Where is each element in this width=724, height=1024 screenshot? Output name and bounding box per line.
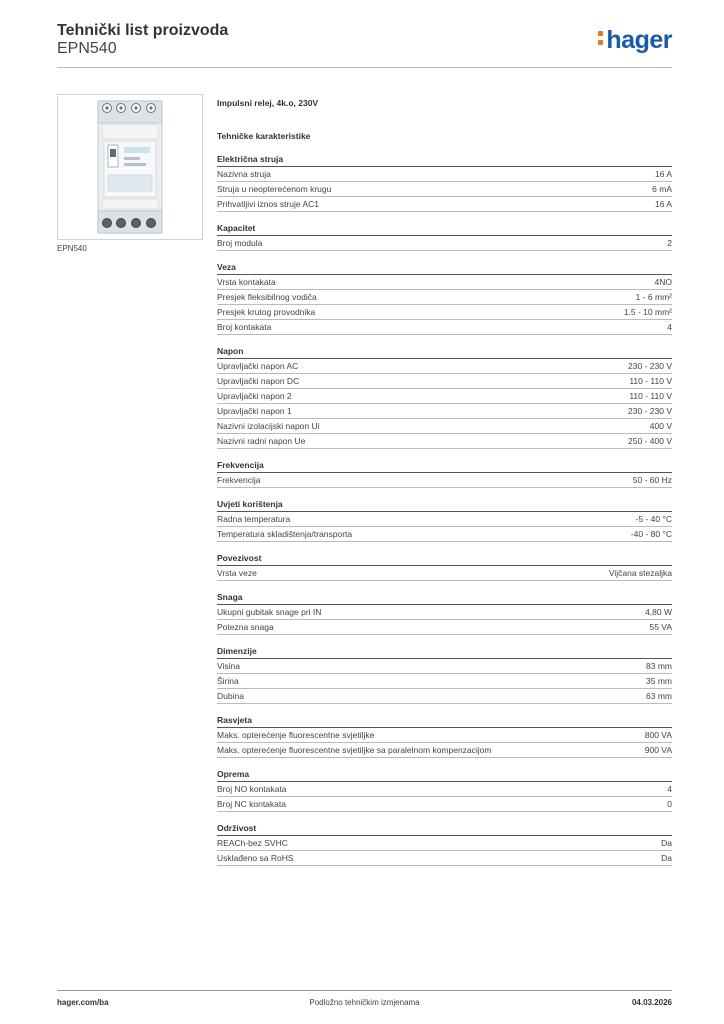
hager-logo [598, 26, 672, 55]
spec-value: Vijčana stezaljka [608, 568, 672, 578]
footer-divider [57, 990, 672, 991]
spec-value: 16 A [654, 169, 672, 179]
spec-section [217, 768, 672, 812]
footer-note: Podložno tehničkim izmjenama [309, 998, 420, 1007]
spec-label: Frekvencija [217, 475, 261, 485]
spec-label: Potezna snaga [217, 622, 274, 632]
spec-section [217, 498, 672, 542]
spec-label: Ukupni gubitak snage pri IN [217, 607, 322, 617]
spec-row [217, 620, 672, 635]
product-subtitle: Impulsni relej, 4k.o, 230V [217, 98, 319, 108]
spec-value: 900 VA [644, 745, 672, 755]
spec-label: Upravljački napon DC [217, 376, 300, 386]
spec-row [217, 290, 672, 305]
section-title: Uvjeti korištenja [217, 498, 672, 512]
spec-label: Broj kontakata [217, 322, 272, 332]
section-title: Oprema [217, 768, 672, 782]
spec-label: Radna temperatura [217, 514, 291, 524]
spec-value: 16 A [654, 199, 672, 209]
spec-row [217, 320, 672, 335]
spec-label: Upravljački napon AC [217, 361, 299, 371]
spec-value: 400 V [649, 421, 672, 431]
spec-label: Presjek fleksibilnog vodiča [217, 292, 317, 302]
spec-label: Temperatura skladištenja/transporta [217, 529, 353, 539]
product-image [57, 94, 203, 240]
spec-value: 6 mA [652, 184, 672, 194]
spec-value: 1.5 - 10 mm² [623, 307, 672, 317]
section-title: Snaga [217, 591, 672, 605]
spec-value: 35 mm [646, 676, 672, 686]
spec-label: Vrsta veze [217, 568, 257, 578]
spec-value: -5 - 40 °C [635, 514, 672, 524]
spec-label: Širina [217, 676, 239, 686]
section-title: Napon [217, 345, 672, 359]
section-title: Veza [217, 261, 672, 275]
spec-label: Maks. opterećenje fluorescentne svjetiljke [217, 730, 375, 740]
footer-date: 04.03.2026 [631, 998, 672, 1007]
footer-website: hager.com/ba [57, 998, 109, 1007]
spec-value: 2 [667, 238, 672, 248]
section-title: Rasvjeta [217, 714, 672, 728]
spec-row [217, 236, 672, 251]
spec-value: 110 - 110 V [629, 391, 672, 401]
spec-section [217, 153, 672, 212]
spec-row [217, 527, 672, 542]
spec-value: 83 mm [646, 661, 672, 671]
spec-value: Da [661, 853, 672, 863]
spec-section [217, 552, 672, 581]
spec-label: Nazivna struja [217, 169, 271, 179]
tech-characteristics-title: Tehničke karakteristike [217, 131, 311, 141]
spec-row [217, 404, 672, 419]
spec-row [217, 797, 672, 812]
spec-label: Broj modula [217, 238, 263, 248]
spec-row [217, 389, 672, 404]
section-title: Povezivost [217, 552, 672, 566]
spec-label: Struja u neopterećenom krugu [217, 184, 332, 194]
spec-row [217, 197, 672, 212]
spec-label: Usklađeno sa RoHS [217, 853, 294, 863]
spec-sections [217, 153, 672, 866]
spec-label: Broj NO kontakata [217, 784, 287, 794]
spec-section [217, 591, 672, 635]
spec-section [217, 222, 672, 251]
spec-label: Maks. opterećenje fluorescentne svjetiljke sa paralelnom kompenzacijom [217, 745, 492, 755]
spec-value: 250 - 400 V [628, 436, 672, 446]
spec-section [217, 261, 672, 335]
spec-row [217, 605, 672, 620]
spec-label: Nazivni izolacijski napon Ui [217, 421, 320, 431]
spec-label: Upravljački napon 2 [217, 391, 292, 401]
spec-value: -40 - 80 °C [630, 529, 672, 539]
spec-row [217, 566, 672, 581]
spec-row [217, 743, 672, 758]
spec-value: 4 [667, 784, 672, 794]
spec-row [217, 674, 672, 689]
spec-row [217, 374, 672, 389]
spec-row [217, 782, 672, 797]
section-title: Dimenzije [217, 645, 672, 659]
spec-value: 4NO [654, 277, 672, 287]
spec-row [217, 359, 672, 374]
header-divider [57, 67, 672, 68]
spec-label: Visina [217, 661, 240, 671]
spec-row [217, 275, 672, 290]
section-title: Frekvencija [217, 459, 672, 473]
spec-section [217, 345, 672, 449]
logo-text: hager [606, 26, 672, 54]
spec-value: 4 [667, 322, 672, 332]
spec-value: 4,80 W [645, 607, 672, 617]
spec-section [217, 822, 672, 866]
spec-value: 0 [667, 799, 672, 809]
spec-label: Nazivni radni napon Ue [217, 436, 306, 446]
spec-value: 230 - 230 V [628, 406, 672, 416]
spec-row [217, 659, 672, 674]
spec-section [217, 459, 672, 488]
spec-value: 55 VA [649, 622, 672, 632]
spec-row [217, 473, 672, 488]
spec-row [217, 728, 672, 743]
spec-label: Vrsta kontakata [217, 277, 276, 287]
spec-label: REACh-bez SVHC [217, 838, 288, 848]
spec-row [217, 434, 672, 449]
page-header [57, 20, 672, 68]
spec-row [217, 182, 672, 197]
section-title: Električna struja [217, 153, 672, 167]
spec-row [217, 305, 672, 320]
spec-value: 63 mm [646, 691, 672, 701]
page-title: Tehnički list proizvoda [57, 22, 229, 39]
spec-value: 800 VA [644, 730, 672, 740]
spec-row [217, 419, 672, 434]
modular-relay-device-image [58, 95, 202, 239]
section-title: Održivost [217, 822, 672, 836]
spec-value: 110 - 110 V [629, 376, 672, 386]
spec-label: Dubina [217, 691, 244, 701]
spec-row [217, 512, 672, 527]
spec-section [217, 645, 672, 704]
spec-label: Presjek krutog provodnika [217, 307, 316, 317]
spec-value: 50 - 60 Hz [632, 475, 672, 485]
section-title: Kapacitet [217, 222, 672, 236]
spec-label: Broj NC kontakata [217, 799, 286, 809]
spec-content [217, 96, 672, 866]
spec-row [217, 167, 672, 182]
product-code: EPN540 [57, 40, 117, 57]
spec-value: Da [661, 838, 672, 848]
spec-row [217, 836, 672, 851]
spec-row [217, 689, 672, 704]
spec-value: 1 - 6 mm² [635, 292, 672, 302]
spec-section [217, 714, 672, 758]
spec-row [217, 851, 672, 866]
spec-label: Prihvatljivi iznos struje AC1 [217, 199, 320, 209]
spec-label: Upravljački napon 1 [217, 406, 292, 416]
spec-value: 230 - 230 V [628, 361, 672, 371]
image-caption: EPN540 [57, 244, 87, 253]
logo-dots-icon [598, 31, 603, 47]
